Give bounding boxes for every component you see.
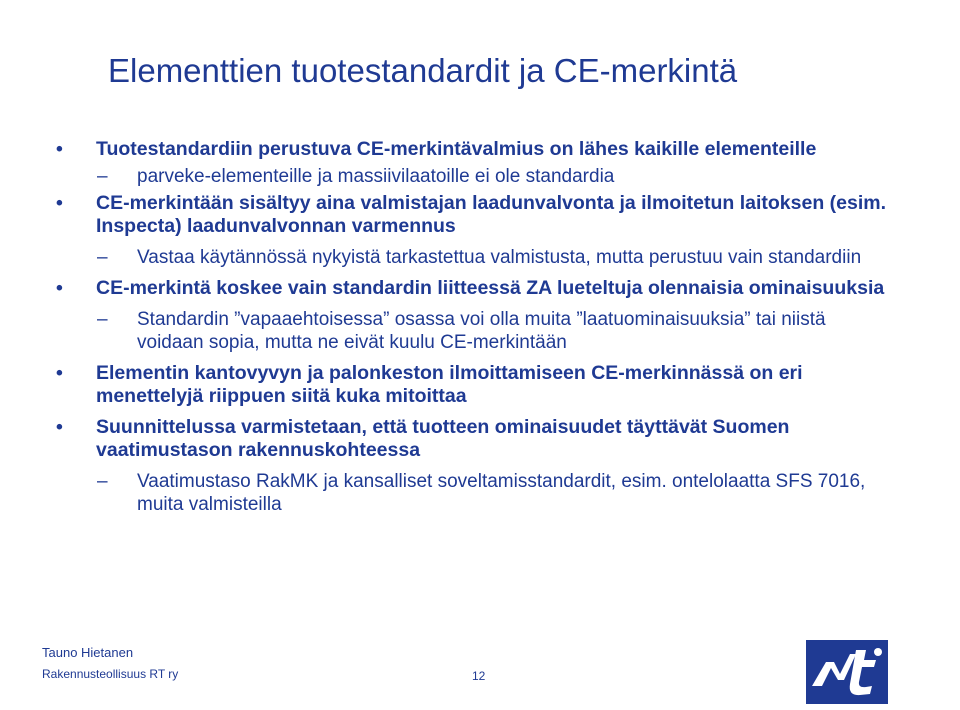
bullet-text: Tuotestandardiin perustuva CE-merkintävalmius on lähes kaikille elementeille — [96, 138, 817, 160]
bullet-item — [56, 362, 896, 408]
rt-logo-icon — [806, 640, 888, 704]
bullet-marker: • — [56, 362, 63, 384]
sub-bullet-item — [97, 308, 887, 354]
bullet-marker: • — [56, 277, 63, 299]
sub-bullet-text: Standardin ”vapaaehtoisessa” osassa voi olla muita ”laatuominaisuuksia” tai niistä voidaan sopia, mutta ne eivät kuulu CE-merkintään — [137, 309, 826, 353]
footer-organization: Rakennusteollisuus RT ry — [42, 667, 179, 681]
bullet-text: CE-merkintään sisältyy aina valmistajan laadunvalvonta ja ilmoitetun laitoksen (esim. Inspecta) laadunvalvonnan varmennus — [96, 192, 887, 237]
rt-logo-graphic — [806, 640, 888, 704]
slide-title: Elementtien tuotestandardit ja CE-merkintä — [108, 52, 738, 89]
footer-author: Tauno Hietanen — [42, 645, 134, 660]
sub-bullet-item — [97, 246, 887, 269]
page-number: 12 — [472, 669, 486, 683]
bullet-item — [56, 138, 896, 161]
bullet-item — [56, 192, 896, 238]
bullet-marker: • — [56, 192, 63, 214]
dash-marker: – — [97, 309, 108, 330]
sub-bullet-text: parveke-elementeille ja massiivilaatoille ei ole standardia — [137, 166, 615, 187]
sub-bullet-item — [97, 470, 887, 516]
sub-bullet-text: Vastaa käytännössä nykyistä tarkastettua valmistusta, mutta perustuu vain standardiin — [137, 247, 862, 268]
slide-content — [0, 138, 960, 516]
sub-bullet-item — [97, 165, 887, 188]
dash-marker: – — [97, 471, 108, 492]
dash-marker: – — [97, 247, 108, 268]
bullet-item — [56, 416, 896, 462]
bullet-marker: • — [56, 138, 63, 160]
bullet-text: Suunnittelussa varmistetaan, että tuotteen ominaisuudet täyttävät Suomen vaatimustason rakennuskohteessa — [96, 416, 790, 461]
bullet-text: Elementin kantovyvyn ja palonkeston ilmoittamiseen CE-merkinnässä on eri menettelyjä riippuen siitä kuka mitoittaa — [96, 362, 803, 407]
logo-dot — [874, 648, 882, 656]
bullet-item — [56, 277, 896, 300]
bullet-marker: • — [56, 416, 63, 438]
bullet-text: CE-merkintä koskee vain standardin liitteessä ZA lueteltuja olennaisia ominaisuuksia — [96, 277, 885, 299]
dash-marker: – — [97, 166, 108, 187]
sub-bullet-text: Vaatimustaso RakMK ja kansalliset soveltamisstandardit, esim. ontelolaatta SFS 7016, muita valmisteilla — [137, 471, 866, 515]
